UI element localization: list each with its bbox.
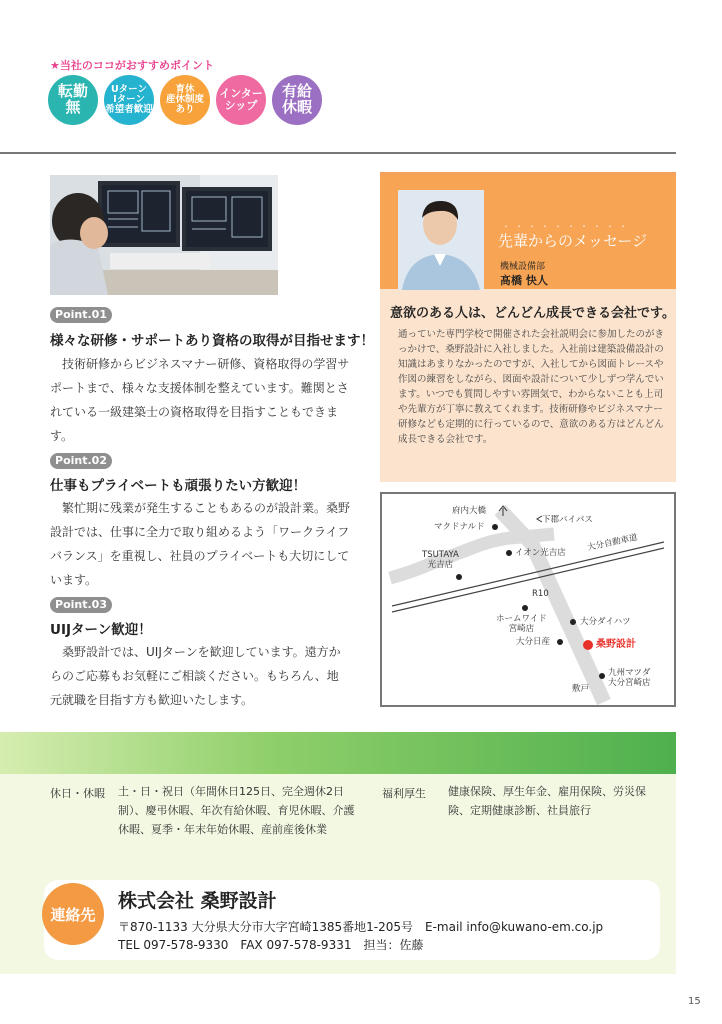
message-headline: 意欲のある人は、どんどん成長できる会社です。	[390, 306, 675, 321]
contact-address-email: 〒870-1133 大分県大分市大字宮崎1385番地1-205号 E-mail info@kuwano-em.co.jp	[118, 920, 604, 934]
map-label-aeon: イオン光吉店	[515, 548, 566, 558]
marker-aeon	[506, 550, 512, 556]
office-cad-photo	[50, 175, 278, 295]
holidays-text: 土・日・祝日（年間休日125日、完全週休2日制）、慶弔休暇、年次有給休暇、育児休暇、介護休暇、夏季・年末年始休暇、産前産後休業	[118, 785, 355, 836]
map-label-expressway: 大分自動車道	[586, 532, 639, 554]
senior-message-box	[380, 172, 676, 482]
map-label-daihatsu: 大分ダイハツ	[580, 617, 631, 627]
point-03-body: 桑野設計では、UIJターンを歓迎しています。遠方からのご応募もお気軽にご相談ください。もちろん、地元就職を目指す方も歓迎いたします。	[50, 645, 341, 707]
point-01-heading: 様々な研修・サポートあり資格の取得が目指せます！	[50, 333, 374, 349]
company-name: 株式会社 桑野設計	[118, 890, 277, 912]
message-title: 先輩からのメッセージ	[498, 232, 648, 250]
point-02-label: Point.02	[50, 453, 112, 469]
map-label-homewide: ホームワイド 宮崎店	[496, 614, 547, 634]
marker-mcdonalds	[492, 524, 498, 530]
map-label-fuchi-bridge: 府内大橋	[452, 506, 487, 516]
senior-department: 機械設備部	[500, 262, 546, 272]
senior-name: 髙橋 快人	[500, 274, 548, 287]
map-label-mcdonalds: マクドナルド	[434, 522, 485, 532]
badge-internship: インター シップ	[216, 75, 266, 125]
marker-mazda	[599, 673, 605, 679]
map-label-nissan: 大分日産	[516, 637, 551, 647]
marker-tsutaya	[456, 574, 462, 580]
marker-nissan	[557, 639, 563, 645]
badge-no-transfer: 転勤 無	[48, 75, 98, 125]
point-01-label: Point.01	[50, 307, 112, 323]
marker-company	[583, 640, 593, 650]
map-label-shimogori-bypass: 下郡バイパス	[542, 515, 593, 525]
point-03-heading: UIJターン歓迎！	[50, 622, 152, 638]
point-02-body: 繁忙期に残業が発生することもあるのが設計業。桑野設計では、仕事に全力で取り組めるよう「ワークライフバランス」を重視し、社員のプライベートも大切にしています。	[50, 501, 351, 587]
point-02-heading: 仕事もプライベートも頑張りたい方歓迎！	[50, 478, 307, 494]
senior-portrait	[398, 190, 484, 290]
map-label-r10: R10	[532, 589, 549, 599]
badge-uturn-iturn: Uターン Iターン 希望者歓迎	[104, 75, 154, 125]
contact-phone: TEL 097-578-9330 FAX 097-578-9331 担当：佐藤	[118, 938, 424, 952]
map-label-company: 桑野設計	[596, 639, 636, 650]
senior-message-header	[380, 175, 676, 289]
holidays-label: 休日・休暇	[50, 787, 105, 800]
green-gradient-stripe	[0, 732, 676, 774]
badge-childcare-leave: 育休 産休制度 あり	[160, 75, 210, 125]
map-label-mazda: 九州マツダ 大分宮崎店	[608, 668, 651, 688]
welfare-label: 福利厚生	[382, 787, 426, 800]
contact-badge: 連絡先	[42, 883, 104, 945]
message-title-dots: ・・・・・・・・・・	[502, 222, 632, 231]
marker-daihatsu	[570, 619, 576, 625]
header-divider	[0, 152, 676, 154]
point-03-label: Point.03	[50, 597, 112, 613]
map-label-shikido: 敷戸	[572, 684, 590, 694]
recommend-points-title: ★当社のココがおすすめポイント	[50, 59, 214, 72]
badge-paid-leave: 有給 休暇	[272, 75, 322, 125]
access-map	[380, 492, 676, 707]
message-body: 通っていた専門学校で開催された会社説明会に参加したのがきっかけで、桑野設計に入社しました。入社前は建築設備設計の知識はあまりなかったのですが、入社してから図面トレースや作図の練習をしながら、図面や設計について少しずつ学んでいます。いつでも質問しやすい雰囲気で、わからないことも上司や先輩方が丁寧に教えてくれます。技術研修やビジネスマナー研修なども定期的に行っているので、意欲のある方はどんどん成長できる会社です。	[398, 329, 665, 445]
page-number: 15	[688, 996, 701, 1007]
feature-badges	[48, 75, 322, 125]
point-01-body: 技術研修からビジネスマナー研修、資格取得の学習サポートまで、様々な支援体制を整えています。難関とされている一級建築士の資格取得を目指すこともできます。	[50, 357, 350, 443]
map-label-tsutaya: TSUTAYA 光吉店	[422, 550, 459, 570]
marker-homewide	[522, 605, 528, 611]
welfare-text: 健康保険、厚生年金、雇用保険、労災保険、定期健康診断、社員旅行	[448, 785, 646, 817]
